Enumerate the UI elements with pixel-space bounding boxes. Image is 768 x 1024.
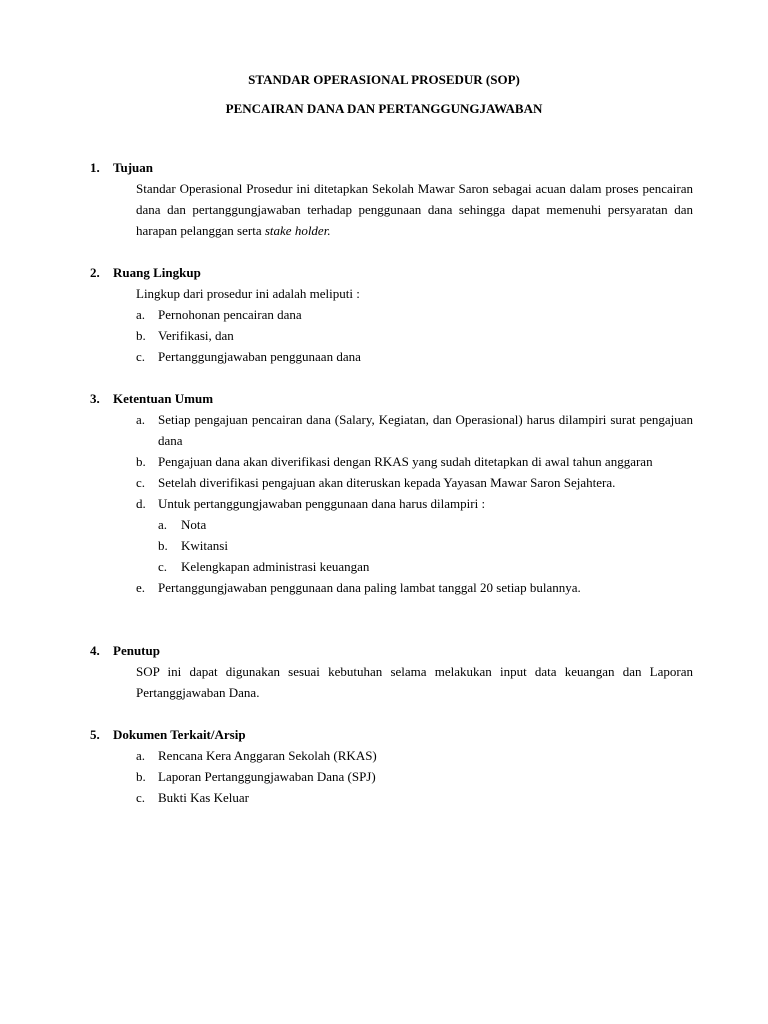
list-item <box>90 766 693 787</box>
list-item-text: Untuk pertanggungjawaban penggunaan dana harus dilampiri : <box>158 496 486 511</box>
section-tujuan <box>90 157 693 241</box>
sub-list-item-text: Kelengkapan administrasi keuangan <box>181 559 370 574</box>
sub-list-item <box>90 556 693 577</box>
section-number: 3. <box>90 391 100 406</box>
sub-list-item <box>90 535 693 556</box>
list-item-text: Pertanggungjawaban penggunaan dana paling lambat tanggal 20 setiap bulannya. <box>158 580 581 595</box>
list-item <box>90 409 693 451</box>
sub-list-marker: a. <box>158 517 168 532</box>
list-item <box>90 472 693 493</box>
list-item <box>90 451 693 472</box>
list-marker: e. <box>136 580 146 595</box>
section-penutup <box>90 640 693 703</box>
list-item-text: Setelah diverifikasi pengajuan akan diteruskan kepada Yayasan Mawar Saron Sejahtera. <box>158 475 616 490</box>
list-item <box>90 787 693 808</box>
list-item <box>90 745 693 766</box>
section-title: Tujuan <box>113 160 153 175</box>
section-heading <box>90 724 693 745</box>
document-title: STANDAR OPERASIONAL PROSEDUR (SOP) <box>248 72 520 87</box>
list-item-text: Rencana Kera Anggaran Sekolah (RKAS) <box>158 748 377 763</box>
list-item-text: Verifikasi, dan <box>158 328 234 343</box>
section-title: Ketentuan Umum <box>113 391 214 406</box>
list-marker: d. <box>136 496 146 511</box>
section-heading <box>90 157 693 178</box>
section-title: Ruang Lingkup <box>113 265 201 280</box>
paragraph-text: Standar Operasional Prosedur ini ditetapkan Sekolah Mawar Saron sebagai acuan dalam proses pencairan dana dan pertanggungjawaban terhadap penggunaan dana sehingga dapat memenuhi persyaratan dan harapan pelanggan serta <box>136 181 693 238</box>
list-marker: a. <box>136 748 146 763</box>
section-ruang-lingkup <box>90 262 693 367</box>
list-marker: a. <box>136 412 146 427</box>
list-marker: a. <box>136 307 146 322</box>
list-item <box>90 304 693 325</box>
section-paragraph: SOP ini dapat digunakan sesuai kebutuhan selama melakukan input data keuangan dan Laporan Pertanggjawaban Dana. <box>136 664 693 700</box>
list-item <box>90 493 693 514</box>
section-ketentuan-umum <box>90 388 693 598</box>
sub-list-marker: c. <box>158 559 168 574</box>
section-dokumen-terkait <box>90 724 693 808</box>
list-marker: b. <box>136 454 146 469</box>
sub-list-item-text: Nota <box>181 517 207 532</box>
section-heading <box>90 640 693 661</box>
section-intro: Lingkup dari prosedur ini adalah meliputi : <box>136 286 360 301</box>
section-heading <box>90 388 693 409</box>
list-item-text: Pengajuan dana akan diverifikasi dengan RKAS yang sudah ditetapkan di awal tahun anggaran <box>158 454 653 469</box>
list-item <box>90 346 693 367</box>
list-item-text: Bukti Kas Keluar <box>158 790 249 805</box>
list-marker: c. <box>136 349 146 364</box>
sub-list-item-text: Kwitansi <box>181 538 228 553</box>
list-item-text: Setiap pengajuan pencairan dana (Salary, Kegiatan, dan Operasional) harus dilampiri surat pengajuan dana <box>158 412 693 448</box>
section-title: Penutup <box>113 643 160 658</box>
list-item <box>90 577 693 598</box>
list-item-text: Pertanggungjawaban penggunaan dana <box>158 349 361 364</box>
section-number: 5. <box>90 727 100 742</box>
list-marker: b. <box>136 328 146 343</box>
section-number: 4. <box>90 643 100 658</box>
section-paragraph <box>136 178 693 241</box>
section-title: Dokumen Terkait/Arsip <box>113 727 246 742</box>
sub-list-marker: b. <box>158 538 168 553</box>
section-heading <box>90 262 693 283</box>
list-marker: c. <box>136 475 146 490</box>
list-item-text: Pernohonan pencairan dana <box>158 307 302 322</box>
list-item <box>90 325 693 346</box>
paragraph-italic-text: stake holder. <box>264 223 331 238</box>
list-marker: b. <box>136 769 146 784</box>
section-number: 2. <box>90 265 100 280</box>
list-marker: c. <box>136 790 146 805</box>
document-subtitle: PENCAIRAN DANA DAN PERTANGGUNGJAWABAN <box>225 101 543 116</box>
list-item-text: Laporan Pertanggungjawaban Dana (SPJ) <box>158 769 376 784</box>
sub-list-item <box>90 514 693 535</box>
section-number: 1. <box>90 160 100 175</box>
